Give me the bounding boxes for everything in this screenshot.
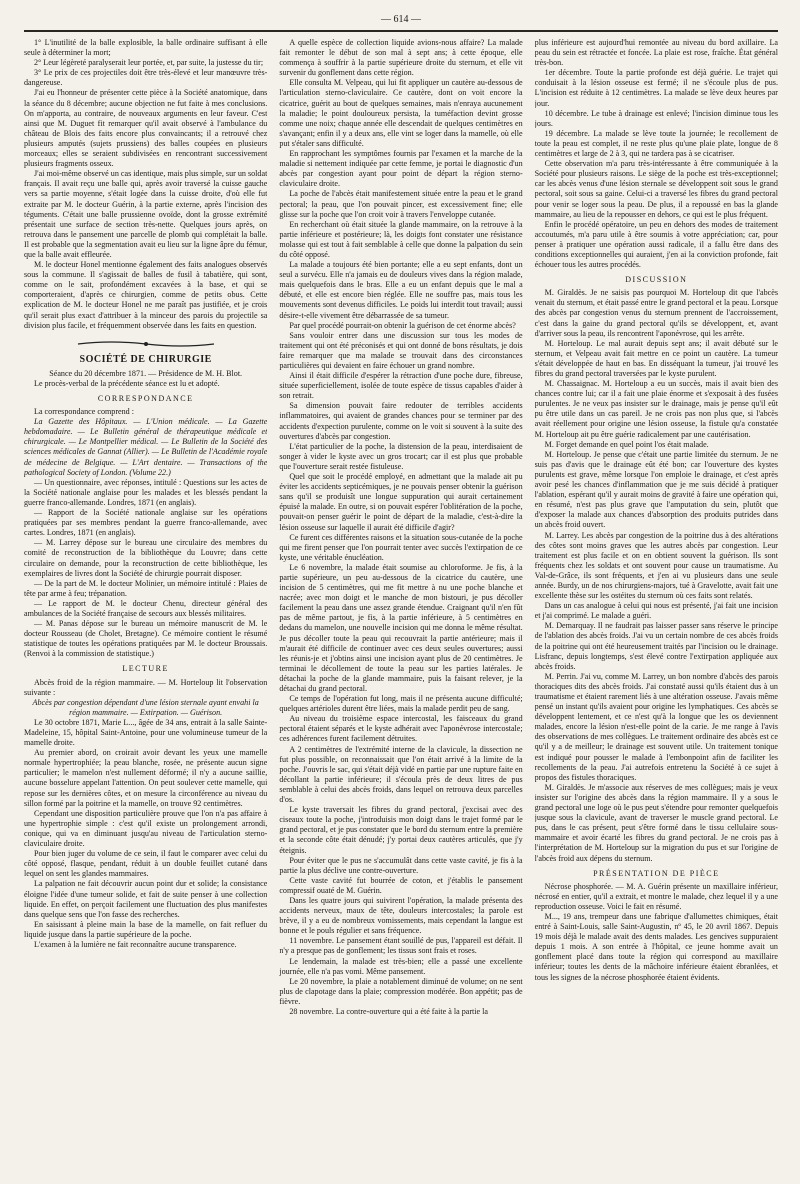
paragraph: La palpation ne fait découvrir aucun point dur et solide; la consistance éloigne l'idée d'une tumeur solide, et fait de suite penser à une collection liquide. En effet, on perçoit facilement une fluctuation des plus manifestes dans quelque sens que l'on fasse des recherches. <box>24 879 268 919</box>
paragraph: La poche de l'abcès était manifestement située entre la peau et le grand pectoral; la peau, que l'on pouvait pincer, est excessivement fine; elle glisse sur la poche que l'on croit voir à travers l'enveloppe cutanée. <box>279 189 523 219</box>
paragraph: Pour bien juger du volume de ce sein, il faut le comparer avec celui du côté opposé, flasque, pendant, réduit à un double feuillet cutané dans lequel on sent les glandes mammaires. <box>24 849 268 879</box>
paragraph: Quel que soit le procédé employé, en admettant que la malade ait pu éviter les accidents septicémiques, je ne pouvais penser obtenir la guérison sans qu'il se produisît une longue suppuration qui aurait certainement épuisé la malade. En outre, si on pouvait espérer l'oblitération de la poche, pouvait-on penser guérir le point de départ de la maladie, c'est-à-dire la lésion osseuse sur laquelle il aurait été difficile d'agir? <box>279 472 523 532</box>
paragraph: A 2 centimètres de l'extrémité interne de la clavicule, la dissection ne fut plus possible, on reconnaissait que l'on était arrivé à la limite de la poche. J'ouvris le sac, qui s'était déjà vidé en partie par une rupture faite en décollant la partie inférieure; il s'écoula près de deux litres de pus semblable à celui des abcès froids, dans lequel on retrouva deux parcelles d'os. <box>279 744 523 805</box>
paragraph: Ce furent ces différentes raisons et la situation sous-cutanée de la poche qui me firent penser que l'on pourrait tenter avec succès l'extirpation de ce kyste, une véritable énucléation. <box>279 532 523 562</box>
paragraph: M. Forget demande en quel point l'os était malade. <box>544 439 709 449</box>
paragraph: — M. Larrey dépose sur le bureau une circulaire des membres du comité de reconstruction de la bibliothèque du Louvre; dans cette circulaire on demande, pour la reconstruction de cette bibliothèque, les exemplaires de livres dont la Société de chirurgie pourrait disposer. <box>24 538 268 578</box>
paragraph: Cette vaste cavité fut bourrée de coton, et j'établis le pansement compressif ouaté de M. Guérin. <box>279 875 523 895</box>
paragraph: J'ai moi-même observé un cas identique, mais plus simple, sur un soldat français. Il avait reçu une balle qui, après avoir traversé la cuisse gauche vers sa partie moyenne, s'était logée dans la cuisse droite, d'où elle fut extraite par M. le docteur Guérin, à la partie externe, après l'incision des téguments. C'était une balle prussienne ovoïde, dont la grosse extrémité présentait une surface de section très-nette. Quelques jours après, on retrouva dans le pansement une parcelle de plomb qui complétait la balle. Il est probable que la segmentation avait eu lieu sur la ligne âpre du fémur, que la balle avait effleurée. <box>24 169 268 259</box>
paragraph: Pour éviter que le pus ne s'accumulât dans cette vaste cavité, je fis à la partie la plus déclive une contre-ouverture. <box>279 855 523 875</box>
paragraph: En rapprochant les symptômes fournis par l'examen et la marche de la maladie si nettement indiquée par cette femme, je portai le diagnostic d'un abcès par congestion ayant pour point de départ la région sterno-claviculaire droite. <box>279 149 523 189</box>
paragraph: Ainsi il était difficile d'espérer la rétraction d'une poche dure, fibreuse, située superficiellement, isolée de toute espèce de tissus capables d'aider à son retrait. <box>279 371 523 401</box>
page-number: — 614 — <box>381 14 421 25</box>
paragraph: M. Horteloup. Le mal aurait depuis sept ans; il avait débuté sur le sternum, et Velpeau avait fait mettre en ce point un cautère. La tumeur s'était développée de haut en bas. En disséquant la tumeur, j'ai trouvé les fibres du grand pectoral traversées par le kyste purulent. <box>534 338 778 378</box>
paragraph: — Rapport de la Société nationale anglaise sur les opérations pratiquées par ses membres pendant la guerre franco-allemande, avec cartes. Londres, 1871 (en anglais). <box>24 508 268 538</box>
paragraph: L'examen à la lumière ne fait reconnaître aucune transparence. <box>34 939 237 949</box>
paragraph: Enfin le procédé opératoire, un peu en dehors des modes de traitement accoutumés, m'a paru utile à être soumis à votre appréciation; car, pour penser à pratiquer une opération aussi radicale, il a fallu être dans des conditions exceptionnelles qui auraient, j'en ai la conviction profonde, fait échouer tous les autres procédés. <box>534 219 778 270</box>
subsection-title: DISCUSSION <box>625 275 688 285</box>
paragraph: Au niveau du troisième espace intercostal, les faisceaux du grand pectoral étaient séparés et le kyste adhérait avec l'aponévrose intercostale; ces adhérences furent facilement détruites. <box>279 714 523 744</box>
paragraph: Le 30 octobre 1871, Marie L..., âgée de 34 ans, entrait à la salle Sainte-Madeleine, 15, hôpital Saint-Antoine, pour une volumineuse tumeur de la mamelle droite. <box>24 717 268 748</box>
subsection-title: LECTURE <box>122 664 169 674</box>
paragraph: M. Giraldès. Je ne saisis pas pourquoi M. Horteloup dit que l'abcès venait du sternum, et était passé entre le grand pectoral et la peau. Lorsque des abcès par congestion venus du sternum prennent de l'accroissement, c'est dans la gaine du grand pectoral qu'ils se développent, et, avant d'arriver sous la peau, ils rencontrent l'aponévrose, qui les arrête. <box>534 288 778 338</box>
paragraph: — Un questionnaire, avec réponses, intitulé : Questions sur les actes de la Société nationale anglaise pour les malades et les blessés pendant la guerre franco-allemande. Londres, 1871 (en anglais). <box>24 477 268 507</box>
paragraph: 11 novembre. Le pansement étant souillé de pus, l'appareil est défait. Il n'y a presque pas de gonflement; les tissus sont frais et roses. <box>279 936 523 956</box>
paragraph: Par quel procédé pourrait-on obtenir la guérison de cet énorme abcès? <box>289 320 516 330</box>
paragraph: Dans les quatre jours qui suivirent l'opération, la malade présenta des accidents nerveux, maux de tête, douleurs intercostales; la parole est brève, il y a eu de nombreux vomissements, mais cependant la langue est bonne et le pouls régulier et sans fréquence. <box>279 895 523 936</box>
paragraph: Au premier abord, on croirait avoir devant les yeux une mamelle normale hypertrophiée; la peau blanche, rosée, ne présente aucun signe particulier; le mamelon n'est nullement déformé; il n'y a aucune saillie, aucune bosselure appelant l'attention. On peut soulever cette mamelle, qui repose sur les dernières côtes, et on mesure la circonférence au niveau du sillon formé par la poitrine et la mamelle, on trouve 92 centimètres. <box>24 748 268 808</box>
paragraph: La Gazette des Hôpitaux. — L'Union médicale. — La Gazette hebdomadaire. — Le Bulletin général de thérapeutique médicale et chirurgicale. — Le Montpellier médical. — Le Bulletin de la Société des sciences médicales de Gannat (Allier). — Le Bulletin de l'Académie royale de médecine de Belgique. — L'Art dentaire. — Transactions of the pathological Society of London. (Volume 22.) <box>24 417 268 477</box>
paragraph: Sa dimension pouvait faire redouter de terribles accidents inflammatoires, qui avaient de grandes chances pour se terminer par des accidents d'expection purulente, comme on le voit si souvent à la suite des ouvertures d'abcès par congestion. <box>279 401 523 441</box>
column-3 <box>535 38 778 1178</box>
paragraph: Elle consulta M. Velpeau, qui lui fit appliquer un cautère au-dessous de l'articulation sterno-claviculaire. Ce cautère, dont on voit encore la cicatrice, guérit au bout de quelques semaines, mais n'enraya aucunement la maladie; le point douloureux persista, la tuméfaction devint grosse comme une noix; chaque année elle descendait de quelques centimètres en s'avançant; enfin il y a deux ans, elle vint se loger dans la mamelle, où elle put s'étaler sans difficulté. <box>279 78 523 148</box>
paragraph: J'ai eu l'honneur de présenter cette pièce à la Société anatomique, dans la séance du 8 décembre; aucune objection ne fut faite à mes conclusions. On m'apporta, au contraire, de nouveaux arguments en leur faveur. C'est ainsi que M. Duguet fit remarquer qu'il avait observé à l'ambulance du château de Blois des faits encore plus convaincants; il a retrouvé chez plusieurs amputés (sujets prussiens) des balles coupées en plusieurs morceaux; elles se seraient subdivisées en rencontrant successivement plusieurs fragments osseux. <box>24 88 268 169</box>
paragraph: — Le rapport de M. le docteur Chenu, directeur général des ambulances de la Société française de secours aux blessés militaires. <box>24 598 268 618</box>
paragraph: L'état particulier de la poche, la distension de la peau, interdisaient de songer à vider le kyste avec un gros trocart; car il est plus que probable que l'ouverture serait restée fistuleuse. <box>279 441 523 471</box>
column-1 <box>24 38 267 1178</box>
paragraph: Cette observation m'a paru très-intéressante à être communiquée à la Société pour plusieurs raisons. Le siège de la poche est très-exceptionnel; car les abcès venus d'une lésion sternale se développent soit sous le grand pectoral, soit sous sa gaine. Celui-ci a traversé les fibres du grand pectoral pour venir se loger sous la peau. De plus, il a repoussé en bas la glande mammaire, au lieu de la repousser en dehors, ce qui est le plus fréquent. <box>534 159 778 219</box>
paragraph: Nécrose phosphorée. — M. A. Guérin présente un maxillaire inférieur, nécrosé en entier, qu'il a extrait, et montre le malade, chez lequel il y a une reproduction osseuse. Voici le fait en résumé. <box>534 881 778 911</box>
seance-line: Séance du 20 décembre 1871. — Présidence de M. H. Blot. <box>49 368 243 378</box>
paragraph: M. Giraldès. Je m'associe aux réserves de mes collègues; mais je veux insister sur l'origine des abcès dans la région mammaire. Il y a sous le grand pectoral une loge où le pus peut s'étendre pour remonter quelquefois jusque sous la clavicule, avant de traverser le muscle grand pectoral. Le pus, dans le cas présent, peut s'être formé dans le tissu cellulaire sous-mammaire et avoir écarté les fibres du grand pectoral. Je ne crois pas à l'interprétation de M. Horteloup sur la migration du pus et sur l'origine de l'abcès froid aux dépens du sternum. <box>534 782 778 863</box>
header-rule <box>24 30 778 32</box>
paragraph: Le lendemain, la malade est très-bien; elle a passé une excellente journée, elle n'a pas vomi. Même pansement. <box>279 956 523 976</box>
columns <box>24 38 778 1178</box>
paragraph: La malade a toujours été bien portante; elle a eu sept enfants, dont un seul a survécu. Elle n'a jamais eu de douleurs vives dans la région malade, mais quelquefois dans le bras. Elle a eu un enfant depuis que le mal a débuté, et elle est encore bien réglée. Elle ne souffre pas, mais tous les mouvements sont devenus difficiles. Le poids lui interdit tout travail; aussi désire-t-elle vivement être débarrassée de sa tumeur. <box>279 260 523 320</box>
paragraph: M. Horteloup. Je pense que c'était une partie limitée du sternum. Je ne suis pas d'avis que le drainage eût été bon; car l'ouverture des kystes purulents est grave, même lorsque l'on emploie le drainage, et c'est après avoir pesé les chances d'inflammation que je me suis décidé à pratiquer l'ablation, espérant qu'il y aurait moins de gravité à faire une opération qui, en résumé, n'est pas plus grave que l'amputation du sein, plutôt que d'exposer la malade aux chances d'absorption des produits putrides dans un abcès froid ouvert. <box>534 449 778 530</box>
paragraph: La correspondance comprend : <box>34 407 135 417</box>
paragraph: Abcès froid de la région mammaire. — M. Horteloup lit l'observation suivante : <box>24 677 268 697</box>
column-2 <box>279 38 522 1178</box>
paragraph: plus inférieure est aujourd'hui remontée au niveau du bord axillaire. La peau du sein est rétractée et foncée. La plaie est rose, fraîche. État général très-bon. <box>534 38 778 68</box>
paragraph: 2° Leur légèreté paralyserait leur portée, et, par suite, la justesse du tir; <box>34 58 264 68</box>
paragraph: En saisissant à pleine main la base de la mamelle, on fait refluer du liquide jusque dans la partie supérieure de la poche. <box>24 919 268 939</box>
paragraph: Le kyste traversait les fibres du grand pectoral, j'excisai avec des ciseaux toute la poche, j'introduisis mon doigt dans le trajet formé par le grand pectoral, et je pus constater que le bord du sternum entre la première et la seconde côte était dénudé; j'y portai deux cautères articulés, que j'y éteignis. <box>279 805 523 855</box>
paragraph: M. le docteur Honel mentionne également des faits analogues observés sous la commune. Il s'agissait de balles de fusil à tabatière, qui sont, comme on le sait, profondément excavées à la base, et qui se comporteraient, d'après ce chirurgien, comme de petits obus. Cette explication de M. le docteur Honel ne me paraît pas justifiée, et je crois qu'il serait plus exact d'attribuer à la minceur des parois du projectile sa division plus facile, et fréquemment observée dans les faits en question. <box>24 260 268 330</box>
subsection-title: PRÉSENTATION DE PIÈCE <box>593 868 720 878</box>
paragraph: 1er décembre. Toute la partie profonde est déjà guérie. Le trajet qui conduisait à la lésion osseuse est fermé; il ne s'écoule plus de pus. L'incision est réduite à 12 centimètres. La malade se lève deux heures par jour. <box>534 68 778 108</box>
observation-subtitle: Abcès par congestion dépendant d'une lésion sternale ayant envahi la région mammaire. — Extirpation. — Guérison. <box>32 697 259 717</box>
paragraph: — De la part de M. le docteur Molinier, un mémoire intitulé : Plaies de tête par arme à feu; trépanation. <box>24 578 268 598</box>
paragraph: 1° L'inutilité de la balle explosible, la balle ordinaire suffisant à elle seule à déterminer la mort; <box>24 38 268 58</box>
paragraph: Cependant une disposition particulière prouve que l'on n'a pas affaire à une hypertrophie simple : c'est qu'il existe un prolongement arrondi, conique, qui va en diminuant jusqu'au niveau de l'articulation sterno-claviculaire droite. <box>24 808 268 849</box>
paragraph: En recherchant où était située la glande mammaire, on la retrouve à la partie inférieure et postérieure; là, les doigts font constater une résistance molasse qui est tout à fait semblable à celle que donne la palpation du sein du côté opposé. <box>279 219 523 259</box>
paragraph: M. Demarquay. Il ne faudrait pas laisser passer sans réserve le principe de l'ablation des abcès froids. J'ai vu un certain nombre de ces abcès froids de la poitrine qui ont été heureusement traités par l'incision ou le drainage. Lisfranc, depuis longtemps, s'est élevé contre l'extirpation appliquée aux abcès froids. <box>534 621 778 671</box>
paragraph: Le procès-verbal de la précédente séance est lu et adopté. <box>34 378 220 388</box>
paragraph: A quelle espèce de collection liquide avions-nous affaire? La malade fait remonter le début de son mal à sept ans; à cette époque, elle commença à souffrir à la partie supérieure droite du sternum, et elle vit survenir du gonflement dans cette région. <box>279 38 523 78</box>
paragraph: M. Larrey. Les abcès par congestion de la poitrine dus à des altérations des côtes sont moins graves que les autres abcès par congestion. Leur traitement est plus facile et on en obtient souvent la guérison. Ils sont fréquents chez les soldats et ont souvent pour cause un traumatisme. Au Val-de-Grâce, ils sont fréquents, et j'en ai vu plusieurs dans une seule année. Burdy, un de nos chirurgiens-majors, tué à Gravelotte, avait fait une excellente thèse sur les ostéites du sternum où ces faits sont relatés. <box>534 530 778 601</box>
paragraph: 28 novembre. La contre-ouverture qui a été faite à la partie la <box>289 1007 488 1016</box>
paragraph: Sans vouloir entrer dans une discussion sur tous les modes de traitement qui ont été préconisés et qui ont donné de bons résultats, je dois faire remarquer que ma malade se trouvait dans des circonstances particulières qui devaient en faire échouer un grand nombre. <box>279 330 523 370</box>
paragraph: 3° Le prix de ces projectiles doit être très-élevé et leur manœuvre très-dangereuse. <box>24 68 268 88</box>
paragraph: M. Chassaignac. M. Horteloup a eu un succès, mais il avait bien des chances contre lui; car il a fait une plaie énorme et s'exposait à des fusées purulentes. Je ne veux pas insister sur le drainage, mais je pense qu'il eût pu être utile dans un cas pareil. Je ne crois pas non plus que, si l'abcès avait réellement pour origine une lésion osseuse, la fistule qu'a constatée M. Horteloup ait pu être guérie radicalement par une cautérisation. <box>534 379 778 439</box>
paragraph: M..., 19 ans, trempeur dans une fabrique d'allumettes chimiques, était entré à Saint-Louis, salle Saint-Augustin, nº 45, le 20 avril 1867. Depuis 19 mois déjà le malade avait des dents malades. Les gencives suppuraient depuis 1 mois. A son entrée à l'hôpital, ce jeune homme avait un gonflement placé dans toute la région qui correspond au maxillaire inférieur; toutes les dents de la mâchoire inférieure étaient ébranlées, et tous les signes de la nécrose phosphorée étaient évidents. <box>534 911 778 982</box>
paragraph: Le 20 novembre, la plaie a notablement diminué de volume; on ne sent plus de clapotage dans la plaie; compression modérée. Bon appétit; pas de fièvre. <box>279 976 523 1006</box>
section-title: SOCIÉTÉ DE CHIRURGIE <box>79 353 212 365</box>
paragraph: Ce temps de l'opération fut long, mais il ne présenta aucune difficulté; quelques artérioles durent être liées, mais la malade perdit peu de sang. <box>279 694 523 714</box>
ornament-divider <box>24 339 267 349</box>
paragraph: 19 décembre. La malade se lève toute la journée; le recollement de toute la peau est complet, il ne reste plus qu'une plaie plate, longue de 8 centimètres et large de 2 à 3, qui ne tardera pas à se cicatriser. <box>534 128 778 159</box>
paragraph: — M. Panas dépose sur le bureau un mémoire manuscrit de M. le docteur Rousseau (de Cholet, Bretagne). Ce mémoire contient le résumé statistique de toutes les opérations pratiquées par M. le docteur Broussais. (Renvoi à la commission de statistique.) <box>24 619 268 659</box>
paragraph: 10 décembre. Le tube à drainage est enlevé; l'incision diminue tous les jours. <box>534 108 778 128</box>
paragraph: Le 6 novembre, la malade était soumise au chloroforme. Je fis, à la partie supérieure, un peu au-dessous de la cicatrice du cautère, une incision de 5 centimètres, qui me fit mettre à nu une poche blanche et nacrée; avec mon doigt et le manche de mon bistouri, je pus décoller facilement la peau dans une assez grande étendue. Craignant qu'il n'en fût pas de même partout, je fis, à la partie inférieure, à 5 centimètres en dedans du mamelon, une nouvelle incision qui me donna le même résultat. Je pus décoller toute la peau qui recouvrait la partie antérieure; mais il m'aurait été difficile de continuer avec ces deux seules ouvertures; aussi les réunis-je et j'obtins ainsi une incision ayant plus de 20 centimètres. Je terminai le décollement de toute la peau sur les parties latérales. Je détachai la poche de la glande mammaire, puis la faisant relever, je la détachai du grand pectoral. <box>279 562 523 693</box>
paragraph: Dans un cas analogue à celui qui nous est présenté, j'ai fait une incision et j'ai comprimé. Le malade a guéri. <box>534 601 778 621</box>
paragraph: M. Perrin. J'ai vu, comme M. Larrey, un bon nombre d'abcès des parois thoraciques dits des abcès froids. J'ai constaté aussi qu'ils étaient dus à un traumatisme et étaient rarement liés à une altération osseuse. J'avais même pensé un instant qu'ils avaient pour origine les lymphatiques. Ces abcès se développent lentement, et ce n'est qu'à la longue que les os deviennent malades, encore la lésion n'est-elle point de la carie. Je me range à l'avis des observations de mes collègues. Le traitement ordinaire des abcès est ce qu'il y a de meilleur; le drainage est souvent utile. Un traitement tonique est indiqué pour pousser le malade à l'embonpoint afin de faciliter les recollements de la peau. J'ai autrefois entretenu la Société à ce sujet à propos des fistules thoraciques. <box>534 671 778 782</box>
subsection-title: CORRESPONDANCE <box>97 394 194 403</box>
